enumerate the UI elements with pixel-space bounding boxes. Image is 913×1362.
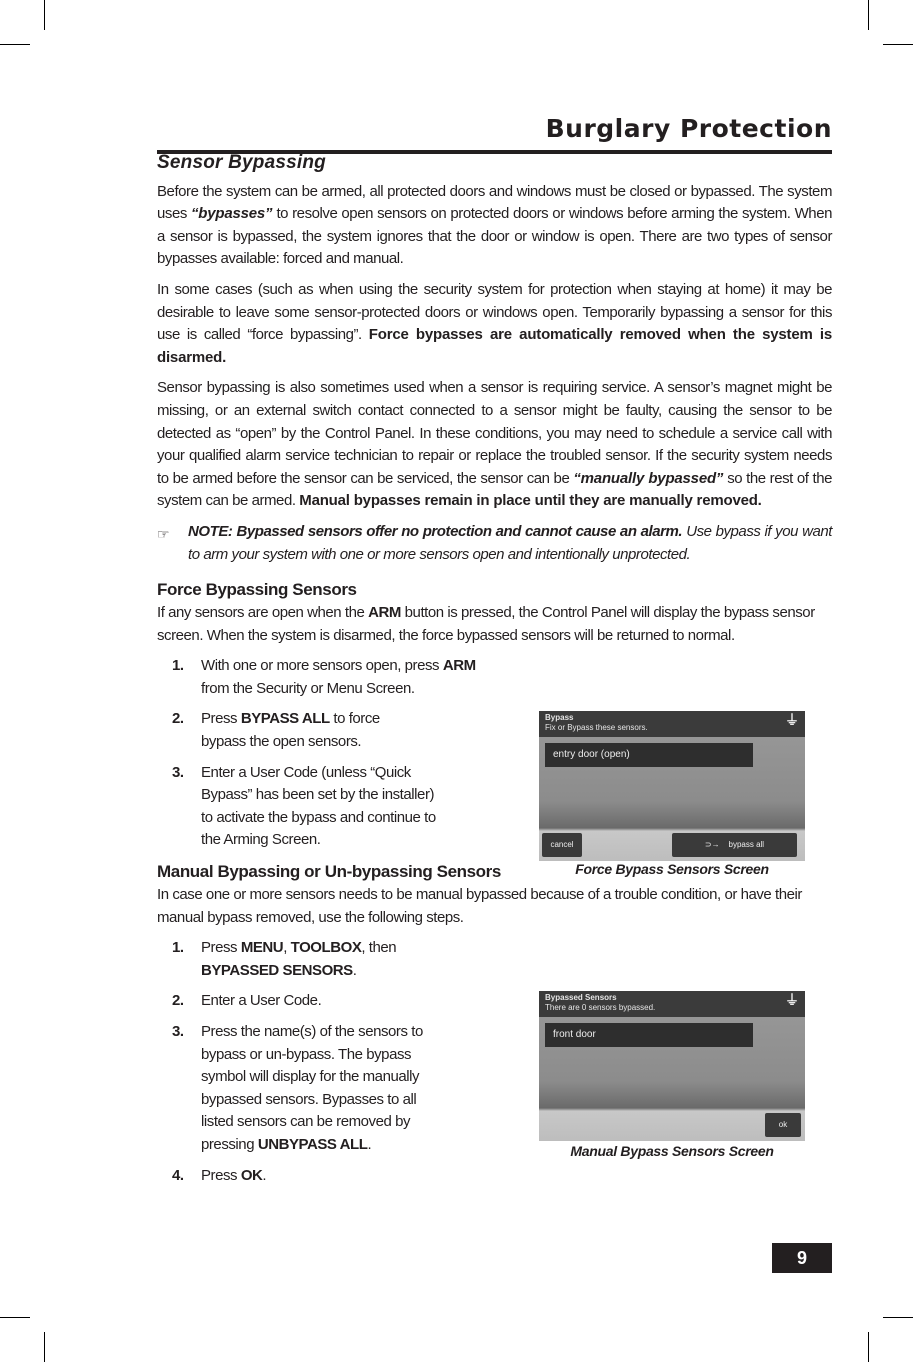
text: . (352, 961, 357, 979)
step-number: 1. (172, 657, 184, 675)
text: Sensor bypassing is also sometimes used when a sensor is requiring service. A sensor’s magnet might be missing, or an external switch contact connected to a sensor might be faulty, causing the sensor to be detected as “open” by the Control Panel. In these conditions, you may need to schedule a service call with your qualified alarm service technician to repair or replace the troubled sensor. If the security system needs to be armed before the sensor can be serviced, the sensor can be (157, 379, 832, 487)
text: , (283, 939, 291, 957)
page-header (157, 112, 832, 154)
text: With one or more sensors open, press (201, 657, 443, 675)
crop-mark (868, 0, 869, 30)
list-item (157, 655, 477, 700)
paragraph (157, 602, 832, 647)
cancel-button: cancel (542, 833, 582, 857)
list-item (157, 937, 427, 982)
manual-bypass-heading: Manual Bypassing or Un-bypassing Sensors (157, 862, 501, 882)
sensor-item: front door (545, 1023, 753, 1047)
screen-subtitle: Fix or Bypass these sensors. (545, 723, 648, 732)
force-bypass-screenshot (539, 711, 805, 861)
paragraph (157, 181, 832, 271)
list-item (157, 990, 457, 1013)
text: button is pressed, the Control Panel will display the bypass sensor screen. When the system is disarmed, the force bypassed sensors will be returned to normal. (157, 604, 815, 644)
crop-mark (0, 1317, 30, 1318)
paragraph (157, 279, 832, 369)
step-number: 2. (172, 710, 184, 728)
text: Press (201, 939, 241, 957)
text: Enter a User Code. (201, 992, 322, 1010)
emphasis: ARM (442, 657, 476, 675)
paragraph: In case one or more sensors needs to be manual bypassed because of a trouble condition, or have their manual bypass removed, use the following steps. (157, 886, 802, 926)
text: . (262, 1166, 267, 1184)
text: If any sensors are open when the (157, 604, 369, 622)
emphasis: OK (240, 1166, 263, 1184)
step-number: 3. (172, 1023, 184, 1040)
plug-icon: ⏚ (785, 992, 799, 1008)
crop-mark (44, 0, 45, 30)
emphasis: “bypasses” (190, 205, 273, 223)
screen-title-bar (539, 711, 805, 737)
crop-mark (868, 1332, 869, 1362)
text: to force bypass the open sensors. (201, 710, 380, 751)
list-item (157, 708, 407, 753)
screen-title: Bypass (545, 713, 574, 722)
page-number: 9 (772, 1243, 832, 1273)
note-bold: NOTE: Bypassed sensors offer no protection and cannot cause an alarm. (188, 522, 683, 540)
bypass-icon: ⊃→ (704, 840, 729, 849)
manual-bypass-screenshot (539, 991, 805, 1141)
section-title: Sensor Bypassing (157, 152, 326, 173)
sensor-item: entry door (open) (545, 743, 753, 767)
screen-subtitle: There are 0 sensors bypassed. (545, 1003, 656, 1012)
ok-button: ok (765, 1113, 801, 1137)
emphasis: BYPASSED SENSORS (201, 961, 353, 979)
paragraph (157, 377, 832, 513)
crop-mark (44, 1332, 45, 1362)
text: , then (361, 939, 397, 957)
bypass-all-label: bypass all (728, 840, 765, 849)
text: . (367, 1135, 372, 1153)
figure-caption: Manual Bypass Sensors Screen (570, 1143, 774, 1159)
force-steps (157, 655, 477, 852)
text: Before the system can be armed, all protected doors and windows must be closed or bypassed. The system uses (157, 182, 832, 223)
note (157, 521, 832, 566)
emphasis: TOOLBOX (290, 939, 362, 957)
text: from the Security or Menu Screen. (201, 679, 415, 697)
manual-steps (157, 937, 457, 1187)
text: so the rest of the system can be armed. (157, 469, 832, 510)
text: In some cases (such as when using the security system for protection when staying at home) it may be desirable to leave some sensor-protected doors or windows open. Temporarily bypassing a sensor for this use is called “force bypassing”. (157, 280, 832, 344)
header-title: Burglary Protection (545, 114, 832, 143)
crop-mark (883, 1317, 913, 1318)
list-item (157, 1165, 457, 1188)
text: Enter a User Code (unless “Quick Bypass” has been set by the installer) to activate the bypass and continue to the Arming Screen. (201, 763, 436, 849)
crop-mark (883, 44, 913, 45)
step-number: 3. (172, 763, 184, 781)
screen-title-bar (539, 991, 805, 1017)
text: Press the name(s) of the sensors to bypass or un-bypass. The bypass symbol will display for the manually bypassed sensors. Bypasses to all listed sensors can be removed by pressing (201, 1023, 423, 1153)
pointing-hand-icon: ☞ (157, 525, 170, 542)
text: Press (201, 710, 241, 728)
text: Press (201, 1166, 241, 1184)
emphasis: “manually bypassed” (573, 469, 724, 487)
bypass-all-button (672, 833, 797, 857)
crop-mark (0, 44, 30, 45)
plug-icon: ⏚ (785, 712, 799, 728)
force-bypass-heading: Force Bypassing Sensors (157, 580, 357, 600)
list-item (157, 762, 447, 852)
figure-caption: Force Bypass Sensors Screen (575, 861, 769, 877)
note-text: Use bypass if you want to arm your system with one or more sensors open and intentionally unprotected. (188, 522, 832, 563)
emphasis: MENU (240, 939, 284, 957)
screen-title: Bypassed Sensors (545, 993, 617, 1002)
list-item (157, 1021, 449, 1157)
step-number: 4. (172, 1166, 184, 1184)
emphasis: UNBYPASS ALL (257, 1135, 368, 1153)
emphasis: ARM (368, 604, 401, 622)
emphasis: Manual bypasses remain in place until they are manually removed. (299, 492, 762, 510)
emphasis: BYPASS ALL (240, 710, 330, 728)
emphasis: Force bypasses are automatically removed when the system is disarmed. (157, 326, 832, 366)
text: to resolve open sensors on protected doors or windows before arming the system. When a sensor is bypassed, the system ignores that the door or window is open. There are two types of sensor bypasses available: forced and manual. (157, 205, 832, 268)
step-number: 2. (172, 992, 184, 1010)
step-number: 1. (172, 939, 184, 957)
